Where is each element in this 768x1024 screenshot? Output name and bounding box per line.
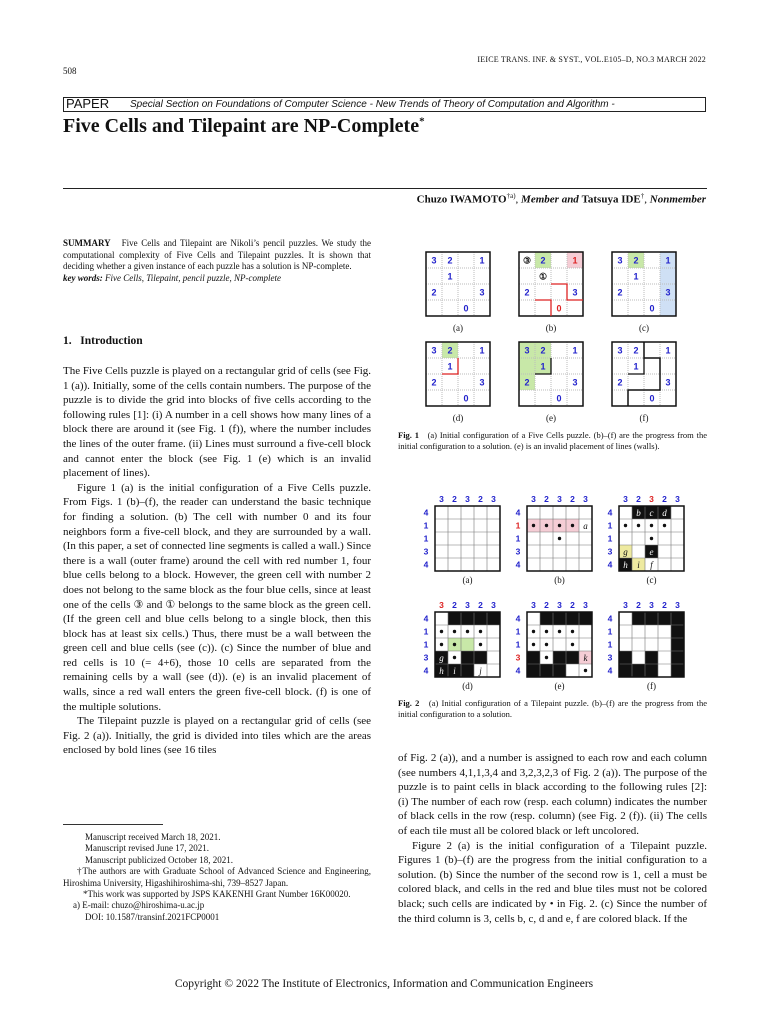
paragraph: The Tilepaint puzzle is played on a rectangular grid of cells (see Fig. 2 (a)). Initially, the grid is divided into tiles which are the areas enclosed by bold lines (see 16 tiles <box>63 715 371 757</box>
cell-number: 1 <box>572 345 578 356</box>
paragraph: The Five Cells puzzle is played on a rectangular grid of cells (see Fig. 1 (a)). Initially, some of the cells contain numbers. The purpose of the puzzle is to divide the grid into blocks of five cells according to the following rules [1]: (i) A number in a cell shows how many lines of a block there are around it (see Fig. 1 (f)), where the number includes the lines of the outer frame. (ii) Lines must surround a five-cell block and cannot enter the block (see Fig. 1 (e) which is an invalid placement of lines). <box>63 365 371 480</box>
dot-mark <box>558 630 561 633</box>
black-cell <box>527 664 540 677</box>
keywords: Five Cells, Tilepaint, pencil puzzle, NP-complete <box>105 272 281 283</box>
paragraph: Figure 2 (a) is the initial configuration of a Tilepaint puzzle. Figures 1 (b)–(f) are the progress from the initial configuration to a solution. (b) Since the number of the second row is 1, cell a must be colored black, and cells in the red and blue tiles must not be colored black; such cells are indicated by • in Fig. 2. (c) Since the number of the third column is 3, cells b, c, d and e, f are colored black. If the <box>398 839 707 925</box>
cell-number: 2 <box>431 287 437 298</box>
dot-mark <box>545 656 548 659</box>
cell-letter: a <box>583 521 588 531</box>
black-cell <box>553 664 566 677</box>
dot-mark <box>532 524 535 527</box>
row-number: 3 <box>423 652 429 663</box>
row-number: 1 <box>515 626 521 637</box>
row-number: 1 <box>607 639 613 650</box>
footnote: a) E-mail: chuzo@hiroshima-u.ac.jp <box>73 900 205 911</box>
black-cell <box>540 664 553 677</box>
column-number: 3 <box>557 600 562 610</box>
cell-number: 2 <box>524 287 530 298</box>
column-number: 2 <box>636 494 641 504</box>
row-number: 1 <box>423 639 429 650</box>
black-cell <box>540 612 553 625</box>
subfigure-label: (f) <box>639 413 649 423</box>
subfigure-label: (a) <box>453 323 463 333</box>
subfigure-label: (b) <box>554 575 565 585</box>
footnote: Manuscript revised June 17, 2021. <box>85 843 209 854</box>
cell-letter: f <box>650 560 653 570</box>
black-cell <box>671 651 684 664</box>
row-number: 3 <box>515 546 521 557</box>
paper-label: PAPER <box>66 96 110 111</box>
cell-number: 2 <box>447 255 453 266</box>
black-cell <box>461 612 474 625</box>
cell-letter: b <box>636 508 641 518</box>
dot-mark <box>479 630 482 633</box>
black-cell <box>645 612 658 625</box>
column-number: 3 <box>491 494 496 504</box>
cell-number: 2 <box>447 345 453 356</box>
page-number: 508 <box>63 66 77 76</box>
black-cell <box>671 612 684 625</box>
row-number: 4 <box>515 559 521 570</box>
subfigure-label: (c) <box>639 323 649 333</box>
column-number: 3 <box>623 494 628 504</box>
black-cell <box>566 651 579 664</box>
row-number: 3 <box>423 546 429 557</box>
dot-mark <box>453 630 456 633</box>
figure-2-caption <box>398 698 707 720</box>
author-line: Chuzo IWAMOTO$^{\dagger a)}$, Member and Tatsuya IDE†, Nonmember <box>416 192 706 206</box>
cell-number: 3 <box>572 287 578 298</box>
figure-1 <box>398 246 707 426</box>
cell-number: 1 <box>447 361 453 372</box>
row-number: 4 <box>607 507 613 518</box>
black-cell <box>461 664 474 677</box>
row-number: 4 <box>423 665 429 676</box>
row-number: 4 <box>423 613 429 624</box>
cell-fill <box>660 268 676 284</box>
cell-letter: i <box>453 666 456 676</box>
dot-mark <box>532 630 535 633</box>
fig1-caption-label: Fig. 1 <box>398 430 420 440</box>
fig2-caption-text: (a) Initial configuration of a Tilepaint puzzle. (b)–(f) are the progress from the initial configuration to a solution. <box>398 698 707 719</box>
column-number: 3 <box>583 600 588 610</box>
author-2-role: Nonmember <box>649 193 706 206</box>
dot-mark <box>440 643 443 646</box>
cell-number: 3 <box>665 377 671 388</box>
dot-mark <box>466 630 469 633</box>
column-number: 2 <box>478 600 483 610</box>
author-1-mark: †a) <box>506 192 516 200</box>
row-number: 1 <box>607 533 613 544</box>
fig2-caption-label: Fig. 2 <box>398 698 420 708</box>
column-number: 2 <box>544 494 549 504</box>
subfigure-label: (e) <box>546 413 556 423</box>
row-number: 1 <box>423 520 429 531</box>
dot-mark <box>453 643 456 646</box>
summary-text: Five Cells and Tilepaint are Nikoli’s pencil puzzles. We study the computational complexity of Five Cells and Tilepaint puzzles. It is shown that deciding whether a given instance of each puzzle has a solution is NP-complete. <box>63 238 372 272</box>
column-number: 2 <box>452 494 457 504</box>
cell-number: 3 <box>479 377 485 388</box>
row-number: 1 <box>607 520 613 531</box>
dot-mark <box>663 524 666 527</box>
dot-mark <box>558 524 561 527</box>
cell-number: 3 <box>617 255 623 266</box>
black-cell <box>487 612 500 625</box>
cell-number: 1 <box>479 255 485 266</box>
cell-number: 1 <box>633 361 639 372</box>
black-cell <box>632 664 645 677</box>
subfigure-label: (d) <box>452 413 464 423</box>
cell-letter: c <box>649 508 654 518</box>
dot-mark <box>545 643 548 646</box>
cell-number: 0 <box>649 303 655 314</box>
column-number: 2 <box>662 494 667 504</box>
cell-number: 2 <box>617 377 623 388</box>
column-number: 2 <box>570 494 575 504</box>
cell-number: 0 <box>649 393 655 404</box>
cell-number: 0 <box>556 393 562 404</box>
black-cell <box>671 664 684 677</box>
dot-mark <box>624 524 627 527</box>
copyright: Copyright © 2022 The Institute of Electronics, Information and Communication Engineers <box>174 978 594 990</box>
title-rule <box>63 188 707 189</box>
column-number: 3 <box>439 494 444 504</box>
black-cell <box>474 612 487 625</box>
black-cell <box>671 625 684 638</box>
paper-title <box>63 115 425 138</box>
wall <box>551 284 583 300</box>
figure-1-caption <box>398 430 707 452</box>
cell-letter: h <box>623 560 628 570</box>
subfigure-label: (e) <box>554 681 565 691</box>
column-number: 2 <box>452 600 457 610</box>
cell-number: 1 <box>479 345 485 356</box>
dot-mark <box>571 630 574 633</box>
cell-number: 2 <box>540 255 546 266</box>
cell-letter: g <box>439 653 444 663</box>
column-number: 3 <box>465 494 470 504</box>
cell-number: 1 <box>665 255 671 266</box>
column-number: 3 <box>491 600 496 610</box>
cell-number: 3 <box>572 377 578 388</box>
cell-number: 0 <box>463 393 469 404</box>
footnote: Manuscript publicized October 18, 2021. <box>85 854 233 865</box>
dot-mark <box>545 524 548 527</box>
row-number: 3 <box>515 652 521 663</box>
subfigure-label: (f) <box>647 681 656 691</box>
subfigure-label: (c) <box>646 575 657 585</box>
black-cell <box>645 664 658 677</box>
section-heading: 1. Introduction <box>63 335 143 347</box>
row-number: 1 <box>607 626 613 637</box>
figure-2 <box>398 490 707 695</box>
cell-number: 1 <box>572 255 578 266</box>
black-cell <box>632 612 645 625</box>
cell-number: 2 <box>617 287 623 298</box>
cell-number: 0 <box>463 303 469 314</box>
row-number: 1 <box>423 626 429 637</box>
black-cell <box>448 612 461 625</box>
column-number: 3 <box>465 600 470 610</box>
row-number: 4 <box>423 507 429 518</box>
row-number: 4 <box>607 613 613 624</box>
body-right-column <box>398 751 707 926</box>
dot-mark <box>558 537 561 540</box>
subfigure-label: (b) <box>545 323 557 333</box>
black-cell <box>553 612 566 625</box>
body-left-column <box>63 364 371 758</box>
column-number: 3 <box>649 494 654 504</box>
column-number: 3 <box>583 494 588 504</box>
row-number: 4 <box>423 559 429 570</box>
column-number: 3 <box>623 600 628 610</box>
cell-number: ③ <box>522 255 532 266</box>
cell-number: 3 <box>431 345 437 356</box>
black-cell <box>474 651 487 664</box>
cell-number: 3 <box>617 345 623 356</box>
dot-mark <box>440 630 443 633</box>
title-footnote-mark: * <box>419 115 425 128</box>
column-number: 2 <box>478 494 483 504</box>
column-number: 3 <box>675 600 680 610</box>
cell-number: 1 <box>447 271 453 282</box>
cell-letter: j <box>479 666 482 676</box>
cell-number: 1 <box>633 271 639 282</box>
author-2: Tatsuya IDE <box>581 193 641 206</box>
author-2-mark: † <box>640 192 645 200</box>
footnote: DOI: 10.1587/transinf.2021FCP0001 <box>85 911 220 922</box>
cell-number: 3 <box>431 255 437 266</box>
cell-number: 3 <box>524 345 530 356</box>
row-number: 1 <box>515 639 521 650</box>
cell-number: 2 <box>633 345 639 356</box>
black-cell <box>461 651 474 664</box>
row-number: 1 <box>423 533 429 544</box>
dot-mark <box>479 643 482 646</box>
black-cell <box>553 651 566 664</box>
dot-mark <box>650 524 653 527</box>
black-cell <box>619 651 632 664</box>
wall <box>535 300 551 316</box>
cell-number: 3 <box>479 287 485 298</box>
footnote: †The authors are with Graduate School of Advanced Science and Engineering, Hiroshima University, Higashihiroshima-shi, 739–8527 Japan. <box>63 866 371 888</box>
fig1-caption-text: (a) Initial configuration of a Five Cells puzzle. (b)–(f) are the progress from the initial configuration to a solution. (e) is an invalid placement of lines (walls). <box>398 430 707 451</box>
dot-mark <box>650 537 653 540</box>
cell-letter: g <box>623 547 628 557</box>
journal-header: IEICE TRANS. INF. & SYST., VOL.E105–D, NO.3 MARCH 2022 <box>477 55 706 64</box>
cell-number: 2 <box>633 255 639 266</box>
cell-number: 1 <box>665 345 671 356</box>
column-number: 3 <box>439 600 444 610</box>
column-number: 2 <box>544 600 549 610</box>
black-cell <box>645 651 658 664</box>
row-number: 3 <box>607 546 613 557</box>
title-text: Five Cells and Tilepaint are NP-Complete <box>63 115 420 137</box>
row-number: 3 <box>607 652 613 663</box>
black-cell <box>658 612 671 625</box>
cell-letter: i <box>637 560 640 570</box>
dot-mark <box>637 524 640 527</box>
cell-number: 1 <box>540 361 546 372</box>
tile-fill <box>461 638 474 651</box>
cell-number: 2 <box>524 377 530 388</box>
dot-mark <box>584 669 587 672</box>
row-number: 1 <box>515 533 521 544</box>
black-cell <box>619 664 632 677</box>
row-number: 4 <box>515 507 521 518</box>
author-1-role: Member <box>521 193 559 206</box>
dot-mark <box>571 643 574 646</box>
footnote-rule <box>63 824 163 825</box>
row-number: 4 <box>607 559 613 570</box>
black-cell <box>579 612 592 625</box>
author-1: Chuzo IWAMOTO <box>416 193 507 206</box>
cell-letter: h <box>439 666 444 676</box>
column-number: 3 <box>531 600 536 610</box>
cell-number: 2 <box>540 345 546 356</box>
column-number: 2 <box>662 600 667 610</box>
column-number: 2 <box>570 600 575 610</box>
cell-number: 0 <box>556 303 562 314</box>
and-word: and <box>561 193 579 206</box>
cell-letter: d <box>662 508 667 518</box>
summary <box>63 238 371 284</box>
dot-mark <box>532 643 535 646</box>
cell-number: 3 <box>665 287 671 298</box>
cell-fill <box>519 358 535 374</box>
row-number: 1 <box>515 520 521 531</box>
footnote: Manuscript received March 18, 2021. <box>85 832 221 842</box>
cell-letter: k <box>583 653 588 663</box>
dot-mark <box>571 524 574 527</box>
black-cell <box>566 612 579 625</box>
keywords-label: key words: <box>63 272 103 283</box>
paragraph: Figure 1 (a) is the initial configuration of a Five Cells puzzle. From Figs. 1 (b)–(f), the reader can understand the basic technique for finding a solution. (b) The cell with number 0 and its four neighbors form a five-cell block, and they are surrounded by a wall. (In this paper, a set of connected line segments is called a wall.) Since there is a wall (outer frame) around the cell with red number 1, four blue cells belong to a block. However, the green cell with number 2 does not belong to the same block as the four blue cells, since at least one of the cells ③ and ① belongs to the same block as the green cell. (If the green cell and blue cells belong to a single block, then this block has at least six cells.) Thus, there must be a wall between the green cell and blue cells (see (c)). (c) Since the number of blue and red cells is 10 (= 4+6), those 10 cells are separated from the remaining cells by a wall (see (d)). (e) is an invalid placement of walls, since a red wall enters the green five-cell block. (f) is one of the multiple solutions. <box>63 481 371 713</box>
black-cell <box>671 638 684 651</box>
paragraph: of Fig. 2 (a)), and a number is assigned to each row and each column (see numbers 4,1,1,3,4 and 3,2,3,2,3 of Fig. 2 (a)). The purpose of the puzzle is to paint cells in black according to the following rules [2]: (i) The number of each row (resp. each column) indicates the number of black cells in the row (resp. column) (see Fig. 2 (f)). (ii) The cells of each tile must all be colored black or left uncolored. <box>398 752 707 837</box>
column-number: 3 <box>649 600 654 610</box>
grid-frame <box>435 506 500 571</box>
cell-fill <box>660 300 676 316</box>
cell-number: ① <box>538 271 548 282</box>
dot-mark <box>545 630 548 633</box>
row-number: 4 <box>607 665 613 676</box>
dot-mark <box>453 656 456 659</box>
column-number: 3 <box>557 494 562 504</box>
footnote: *This work was supported by JSPS KAKENHI Grant Number 16K00020. <box>83 889 351 900</box>
section-title: Special Section on Foundations of Computer Science - New Trends of Theory of Computation and Algorithm - <box>130 99 615 110</box>
column-number: 3 <box>531 494 536 504</box>
column-number: 2 <box>636 600 641 610</box>
summary-label: SUMMARY <box>63 238 111 248</box>
row-number: 4 <box>515 665 521 676</box>
cell-letter: e <box>649 547 654 557</box>
cell-number: 2 <box>431 377 437 388</box>
footnotes <box>63 832 371 923</box>
row-number: 4 <box>515 613 521 624</box>
subfigure-label: (d) <box>462 681 473 691</box>
column-number: 3 <box>675 494 680 504</box>
black-cell <box>527 651 540 664</box>
subfigure-label: (a) <box>462 575 473 585</box>
